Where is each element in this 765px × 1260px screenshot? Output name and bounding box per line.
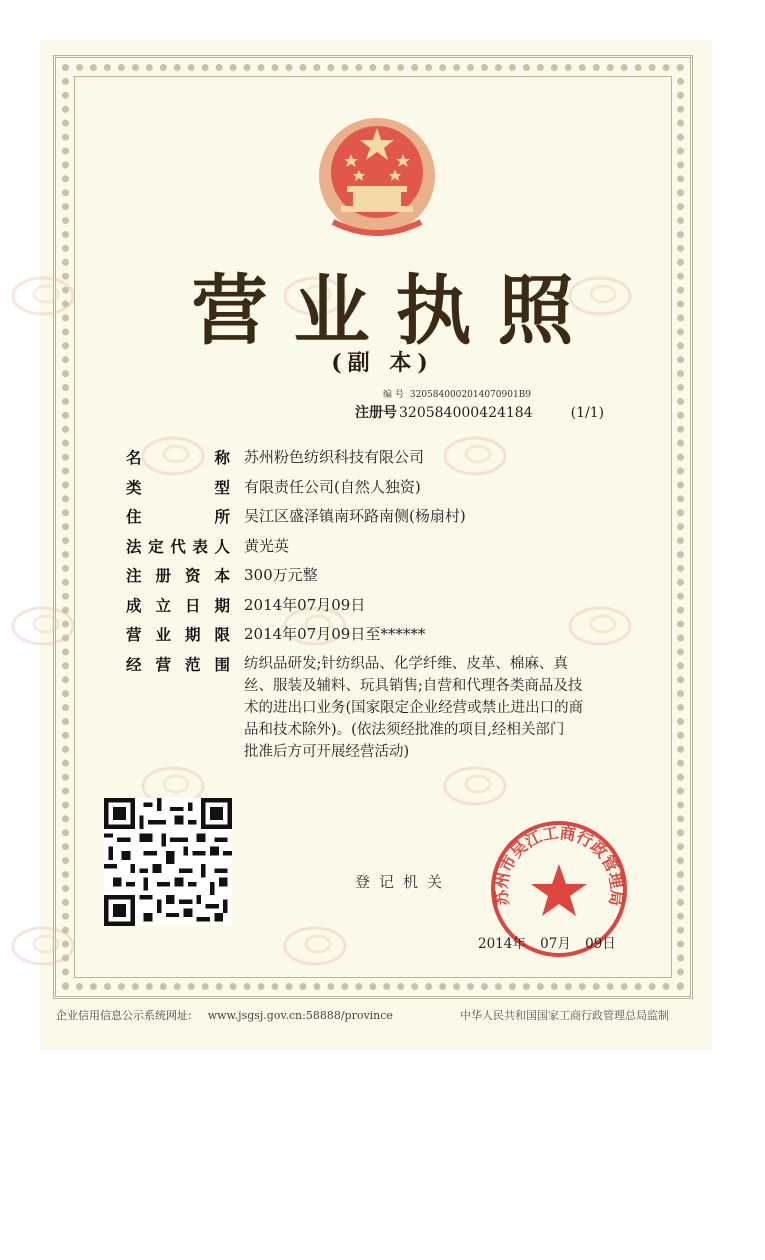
- field-label: 住 所: [126, 508, 230, 526]
- field-row-name: [126, 446, 684, 476]
- field-label: 成 立 日 期: [126, 596, 230, 615]
- field-label: 法 定 代 表 人: [126, 537, 230, 556]
- registration-authority-label: 登记机关: [355, 873, 452, 891]
- field-row-legal-representative: [126, 535, 684, 565]
- scope-line: 批准后方可开展经营活动): [244, 743, 410, 760]
- field-label: 营 业 期 限: [126, 626, 230, 644]
- registration-number: 320584000424184: [399, 405, 533, 421]
- field-value-company-type: 有限责任公司(自然人独资): [244, 477, 421, 496]
- field-value-company-name: 苏州粉色纺织科技有限公司: [244, 448, 425, 466]
- serial-number: 3205840002014070901B9: [409, 390, 532, 400]
- field-row-establish-date: [126, 594, 684, 624]
- watermark-icon: [440, 760, 510, 812]
- scope-line: 品和技术除外)。(依法须经批准的项目,经相关部门: [244, 721, 565, 738]
- scope-line: 丝、服装及辅料、玩具销售;自营和代理各类商品及技: [244, 677, 583, 694]
- issue-date: 2014年 07月 09日: [478, 936, 616, 952]
- seal-text: 苏州市吴江工商行政管理局: [491, 823, 627, 908]
- field-value-address: 吴江区盛泽镇南环路南侧(杨扇村): [244, 507, 466, 525]
- document-title: 营业执照: [191, 266, 600, 355]
- field-value-registered-capital: 300万元整: [244, 566, 318, 584]
- scope-line: 术的进出口业务(国家限定企业经营或禁止进出口的商: [244, 699, 584, 716]
- field-label: 类 型: [126, 478, 230, 497]
- field-value-business-term: 2014年07月09日至******: [244, 625, 426, 643]
- national-emblem-icon: [313, 114, 441, 239]
- footer-website-label: 企业信用信息公示系统网址:: [56, 1009, 192, 1022]
- footer-supervisor-text: 中华人民共和国国家工商行政管理总局监制: [460, 1009, 669, 1022]
- watermark-icon: [8, 920, 78, 972]
- footer-website-url[interactable]: www.jsgsj.gov.cn:58888/province: [207, 1009, 393, 1022]
- watermark-icon: [8, 600, 78, 652]
- field-row-business-term: [126, 623, 684, 653]
- field-value-business-scope: [244, 653, 664, 763]
- field-row-registered-capital: [126, 564, 684, 594]
- field-value-establish-date: 2014年07月09日: [244, 595, 366, 614]
- scope-line: 纺织品研发;针纺织品、化学纤维、皮革、棉麻、真: [244, 655, 568, 672]
- serial-number-line: [383, 387, 531, 400]
- registration-fields: [126, 446, 684, 763]
- field-row-type: [126, 476, 684, 506]
- field-label: 名 称: [126, 449, 230, 467]
- field-row-address: [126, 505, 684, 535]
- field-label: 注 册 资 本: [126, 567, 230, 585]
- page-indicator: (1/1): [570, 405, 605, 421]
- field-label: 经 营 范 围: [126, 655, 230, 674]
- field-value-legal-representative: 黄光英: [244, 536, 290, 555]
- watermark-icon: [280, 920, 350, 972]
- serial-label: 编 号: [383, 390, 404, 400]
- footer-website-line: [56, 1007, 393, 1023]
- document-subtitle: (副 本): [331, 350, 434, 376]
- registration-label: 注册号: [355, 405, 397, 421]
- registration-line: [355, 402, 604, 422]
- field-row-business-scope: [126, 653, 684, 763]
- qr-code-icon[interactable]: [104, 798, 232, 926]
